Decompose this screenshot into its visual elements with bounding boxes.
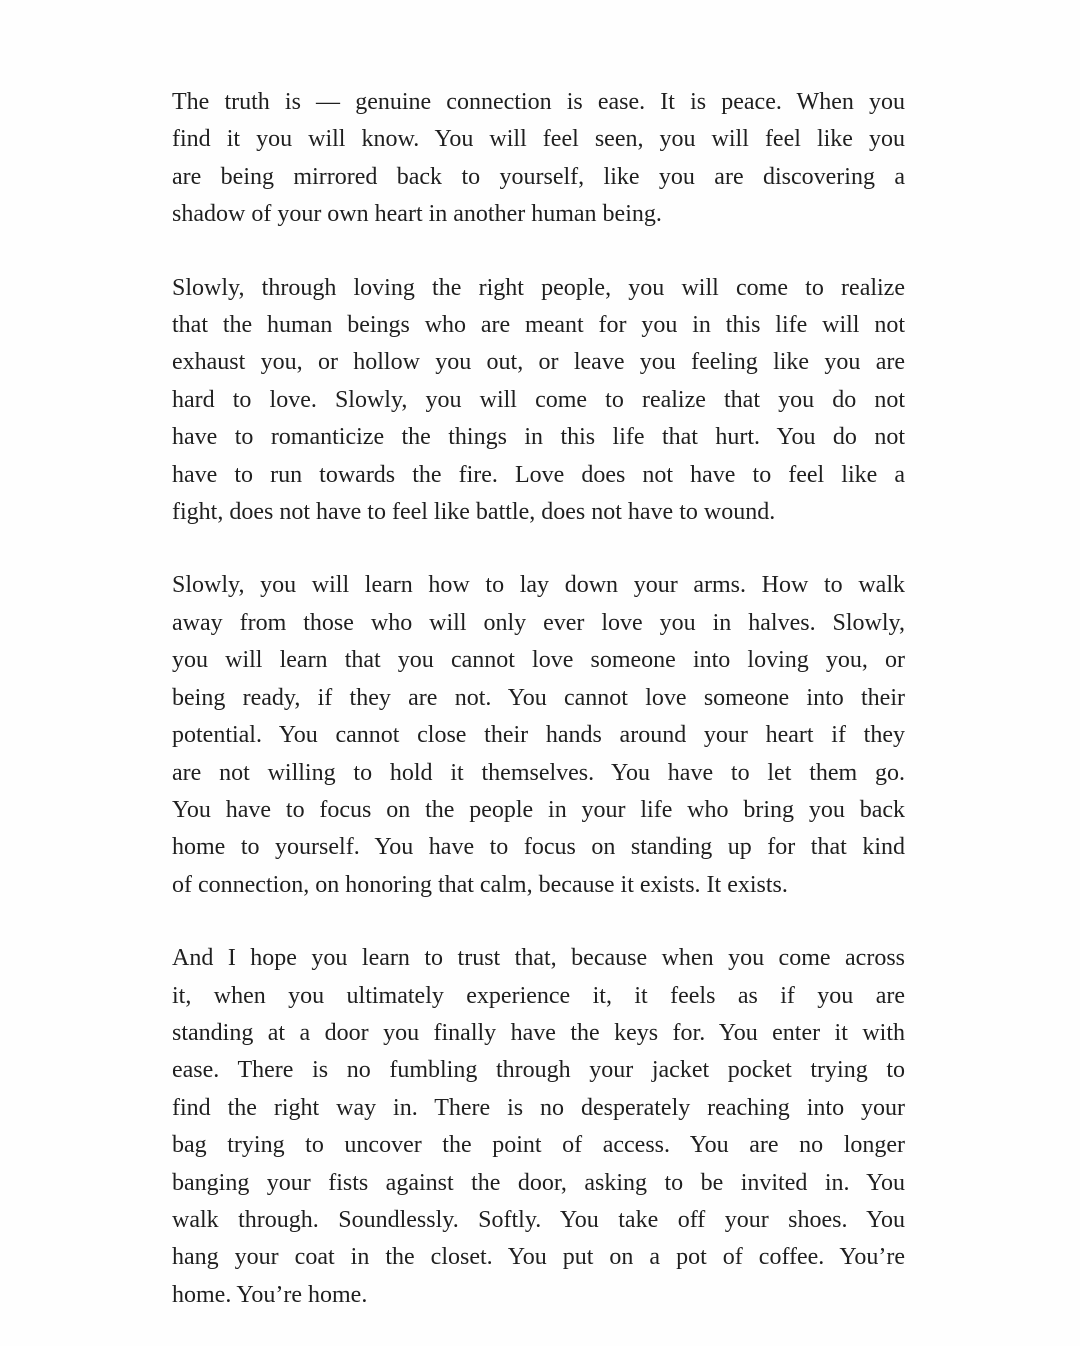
text-line: of connection, on honoring that calm, because it exists. It exists. [172, 871, 788, 898]
text-line: potential. You cannot close their hands around your heart if they [172, 722, 905, 749]
text-line: fight, does not have to feel like battle, does not have to wound. [172, 499, 776, 526]
text-line: shadow of your own heart in another human being. [172, 201, 662, 228]
text-line: away from those who will only ever love you in halves. Slowly, [172, 609, 905, 636]
text-line: banging your fists against the door, asking to be invited in. You [172, 1169, 905, 1196]
text-block [172, 84, 905, 1314]
text-line: exhaust you, or hollow you out, or leave you feeling like you are [172, 349, 905, 376]
paragraph-3 [172, 567, 905, 904]
text-line: standing at a door you finally have the keys for. You enter it with [172, 1019, 905, 1046]
text-line: walk through. Soundlessly. Softly. You take off your shoes. You [172, 1206, 905, 1233]
text-line: being ready, if they are not. You cannot love someone into their [172, 684, 905, 711]
text-line: that the human beings who are meant for you in this life will not [172, 312, 905, 339]
text-line: home. You’re home. [172, 1281, 368, 1308]
text-line: Slowly, through loving the right people, you will come to realize [172, 274, 905, 301]
text-line: have to run towards the fire. Love does not have to feel like a [172, 461, 905, 488]
text-line: are not willing to hold it themselves. You have to let them go. [172, 759, 905, 786]
text-line: Slowly, you will learn how to lay down your arms. How to walk [172, 572, 905, 599]
text-line: find the right way in. There is no desperately reaching into your [172, 1094, 905, 1121]
text-line: have to romanticize the things in this life that hurt. You do not [172, 424, 905, 451]
text-line: it, when you ultimately experience it, it feels as if you are [172, 982, 905, 1009]
paragraph-2 [172, 270, 905, 532]
text-line: home to yourself. You have to focus on standing up for that kind [172, 834, 905, 861]
paragraph-4 [172, 940, 905, 1314]
text-line: ease. There is no fumbling through your jacket pocket trying to [172, 1057, 905, 1084]
text-line: The truth is — genuine connection is ease. It is peace. When you [172, 89, 905, 115]
text-line: find it you will know. You will feel seen, you will feel like you [172, 126, 905, 153]
text-line: hard to love. Slowly, you will come to realize that you do not [172, 386, 905, 413]
paragraph-1 [172, 84, 905, 234]
text-line: And I hope you learn to trust that, because when you come across [172, 945, 905, 972]
text-line: you will learn that you cannot love someone into loving you, or [172, 647, 905, 674]
text-line: You have to focus on the people in your life who bring you back [172, 796, 905, 823]
text-line: hang your coat in the closet. You put on a pot of coffee. You’re [172, 1244, 905, 1271]
text-line: bag trying to uncover the point of access. You are no longer [172, 1132, 905, 1159]
text-line: are being mirrored back to yourself, like you are discovering a [172, 163, 905, 190]
